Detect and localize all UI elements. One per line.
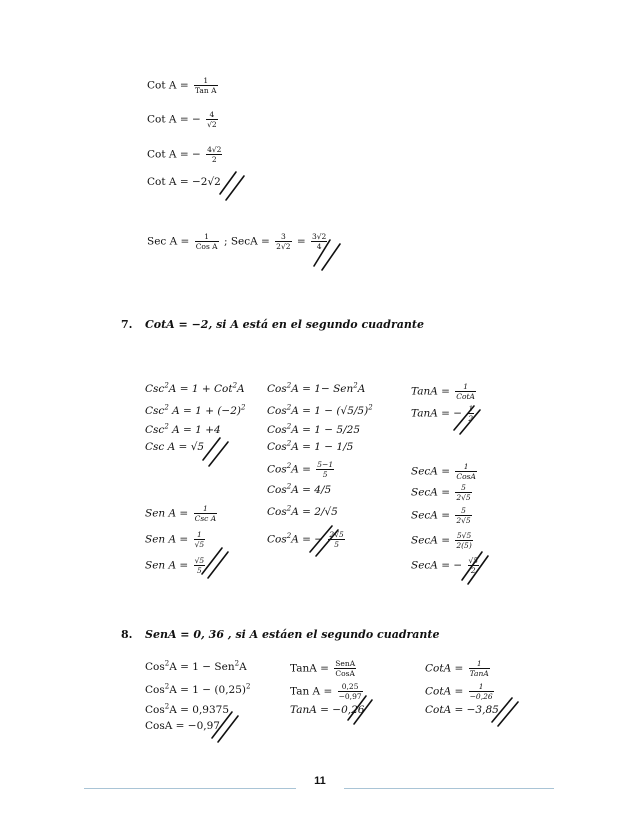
s7-c1-l4: Csc A = √5 [145, 441, 205, 453]
s8-c2-l3: TanA = −0,26 [290, 704, 365, 716]
cot-line-1: Cot A = $\frac{1}{\text{Tan A}}$ [147, 76, 217, 95]
section-title: CotA = −2, si A está en el segundo cuadrante [145, 318, 424, 331]
s8-c3-l3: CotA = −3,85 [425, 704, 499, 716]
s7-c1-s1: Sen A = $\frac{1}{\text{Csc A}}$ [145, 504, 217, 523]
s7-c2-l1: Cos$^2$A = 1− Sen$^2$A [267, 381, 366, 395]
section-8-heading [121, 628, 451, 642]
fraction: $\frac{5√5}{2(5)}$ [456, 531, 472, 550]
fraction: $\frac{√5}{2}$ [468, 556, 479, 575]
s7-c3-c2: SecA = $\frac{5}{2√5}$ [411, 483, 471, 502]
s7-c3-t2: TanA = − $\frac{1}{2}$ [411, 404, 474, 423]
s7-c1-l3: Csc$^2$ A = 1 +4 [145, 422, 221, 436]
s7-c2-l7: Cos$^2$A = 2/√5 [267, 504, 338, 518]
fraction: $\frac{2√5}{5}$ [329, 530, 344, 549]
s7-c1-s2: Sen A = $\frac{1}{√5}$ [145, 530, 205, 549]
cot-line-3: Cot A = − $\frac{4√2}{2}$ [147, 145, 222, 164]
cot-line-2: Cot A = − $\frac{4}{√2}$ [147, 110, 217, 129]
fraction: $\frac{1}{\text{CotA}}$ [456, 382, 475, 401]
section-7-heading [121, 318, 441, 332]
section-number: 8. [121, 628, 133, 641]
s8-c3-l1: CotA = $\frac{1}{\text{TanA}}$ [425, 659, 489, 678]
s7-c3-c3: SecA = $\frac{5}{2√5}$ [411, 506, 471, 525]
s7-c2-l5: Cos$^2$A = $\frac{5-1}{5}$ [267, 460, 334, 479]
s7-c3-t1: TanA = $\frac{1}{\text{CotA}}$ [411, 382, 475, 401]
fraction: $\frac{1}{2}$ [468, 404, 474, 423]
fraction: $\frac{0,25}{-0,97}$ [338, 682, 362, 701]
fraction: $\frac{1}{\text{CosA}}$ [456, 462, 476, 481]
section-title: SenA = 0, 36 , si A estáen el segundo cuadrante [145, 628, 440, 641]
s7-c3-c5: SecA = − $\frac{√5}{2}$ [411, 556, 479, 575]
s7-c2-l4: Cos$^2$A = 1 − 1/5 [267, 439, 354, 453]
fraction: $\frac{\text{SenA}}{\text{CosA}}$ [335, 659, 356, 678]
s8-c2-l1: TanA = $\frac{\text{SenA}}{\text{CosA}}$ [290, 659, 356, 678]
double-slash-mark [220, 172, 244, 200]
s7-c3-c4: SecA = $\frac{5√5}{2(5)}$ [411, 531, 472, 550]
fraction: $\frac{5}{2√5}$ [456, 483, 471, 502]
s8-c1-l3: Cos$^2$A = 0,9375 [145, 702, 230, 716]
s7-c1-s3: Sen A = $\frac{√5}{5}$ [145, 556, 205, 575]
s8-c2-l2: Tan A = $\frac{0,25}{-0,97}$ [290, 682, 362, 701]
s8-c1-l2: $Cos^2A = 1 - (0,25)^2$ [145, 682, 251, 696]
s8-c1-l4: CosA = −0,97 [145, 720, 220, 732]
fraction: $\frac{3}{2√2}$ [276, 232, 291, 251]
fraction: $\frac{1}{-0,26}$ [469, 682, 493, 701]
footer-rule-right [344, 788, 554, 789]
fraction: $\frac{4}{√2}$ [207, 110, 217, 129]
s8-c1-l1: Cos$^2$A = 1 − Sen$^2$A [145, 659, 247, 673]
fraction: $\frac{1}{\text{TanA}}$ [469, 659, 489, 678]
s7-c2-l3: Cos$^2$A = 1 − 5/25 [267, 422, 361, 436]
s7-c2-l2: $Cos^2A = 1 - (√5/5)^2$ [267, 403, 373, 417]
section-number: 7. [121, 318, 133, 331]
fraction: $\frac{5-1}{5}$ [317, 460, 334, 479]
fraction: $\frac{1}{\text{Tan A}}$ [194, 76, 217, 95]
fraction: $\frac{5}{2√5}$ [456, 506, 471, 525]
fraction: $\frac{1}{\text{Cos A}}$ [195, 232, 218, 251]
s7-c2-l8: Cos$^2$A = − $\frac{2√5}{5}$ [267, 530, 344, 549]
cot-line-4: Cot A = −2√2 [147, 176, 221, 188]
fraction: $\frac{√5}{5}$ [194, 556, 205, 575]
fraction: $\frac{1}{√5}$ [194, 530, 205, 549]
s8-c3-l2: CotA = $\frac{1}{-0,26}$ [425, 682, 493, 701]
footer-rule-left [84, 788, 296, 789]
page-number: 11 [314, 775, 326, 787]
double-slash-mark [203, 438, 228, 466]
fraction: $\frac{4√2}{2}$ [207, 145, 222, 164]
s7-c2-l6: Cos$^2$A = 4/5 [267, 482, 332, 496]
fraction: $\frac{1}{\text{Csc A}}$ [194, 504, 217, 523]
fraction: $\frac{3√2}{4}$ [312, 232, 327, 251]
s7-c1-l1: Csc$^2$A = 1 + Cot$^2$A [145, 381, 245, 395]
sec-line: Sec A = $\frac{1}{\text{Cos A}}$ ; SecA = $\frac{3}{2√2}$ = $\frac{3√2}{4}$ [147, 232, 327, 251]
s7-c1-l2: Csc$^2$ $A = 1 + (-2)^2$ [145, 403, 246, 417]
s7-c3-c1: SecA = $\frac{1}{\text{CosA}}$ [411, 462, 476, 481]
